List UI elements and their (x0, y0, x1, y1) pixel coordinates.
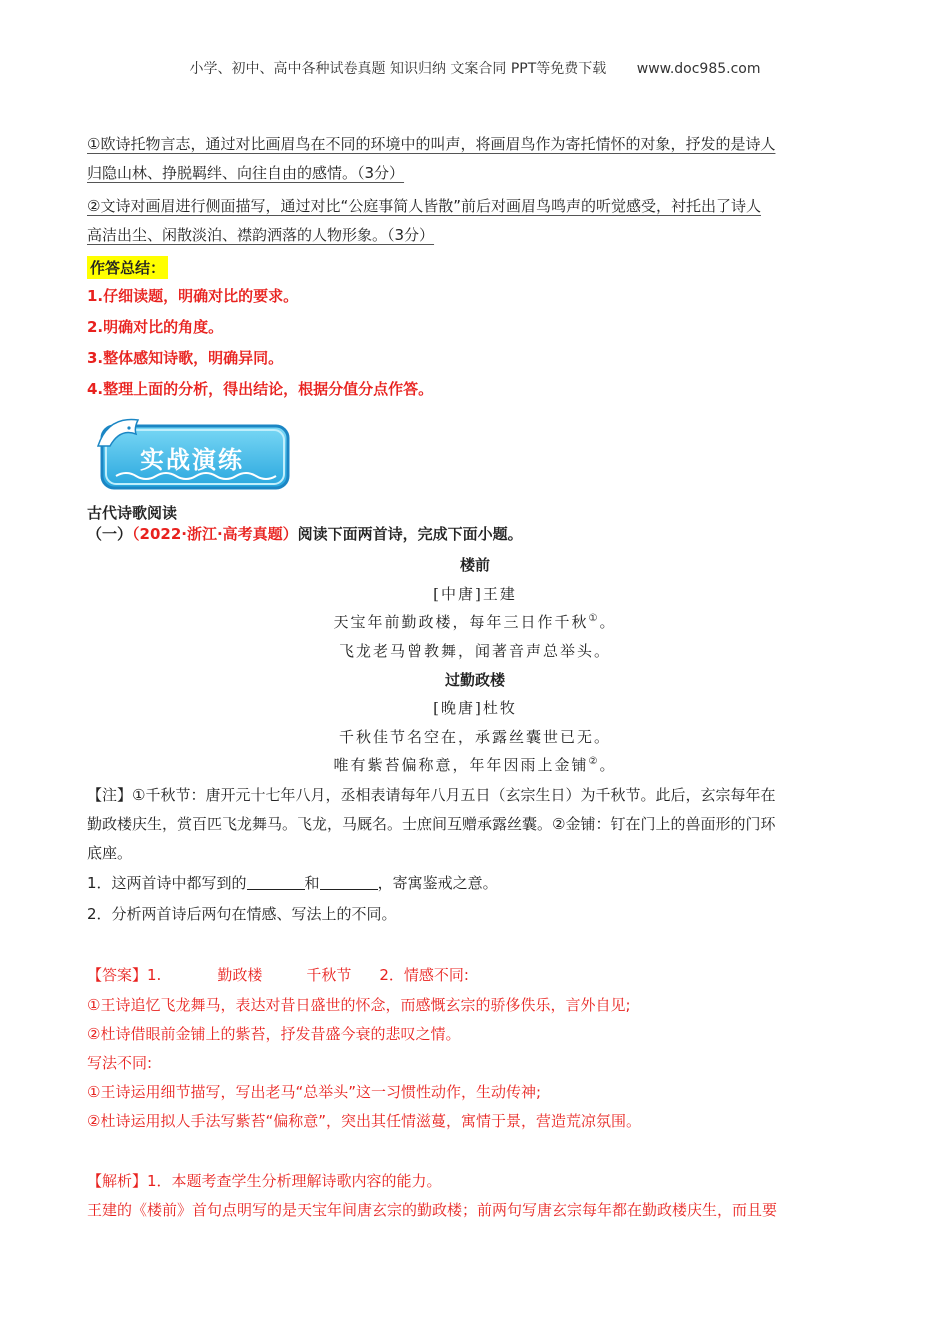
answer-header (87, 964, 862, 985)
header-text: 小学、初中、高中各种试卷真题 知识归纳 文案合同 PPT等免费下载 (189, 61, 607, 77)
poem-2-author: [晚唐]杜牧 (433, 699, 517, 717)
summary-title: 作答总结： (87, 256, 168, 279)
question-2: 2．分析两首诗后两句在情感、写法上的不同。 (87, 905, 397, 923)
analysis-line-1 (87, 1170, 862, 1191)
poem-1-title: 楼前 (459, 556, 490, 574)
prev-answer-2-line2: 高洁出尘、闲散淡泊、襟韵洒落的人物形象。（3分） (87, 226, 435, 244)
question-instruction: 阅读下面两首诗，完成下面小题。 (297, 525, 523, 543)
badge-label: 实战演练 (140, 446, 244, 474)
prev-answer-1-line2: 归隐山林、挣脱羁绊、向往自由的感情。（3分） (87, 164, 405, 182)
analysis-label: 【解析】 (87, 1172, 148, 1190)
answer-line-2: ②杜诗借眼前金铺上的紫苔，抒发昔盛今衰的悲叹之情。 (87, 1025, 461, 1043)
answer-line-4: ①王诗运用细节描写，写出老马“总举头”这一习惯性动作，生动传神; (87, 1083, 542, 1101)
answer-label: 【答案】1. (87, 966, 162, 984)
analysis-text-1: 1．本题考查学生分析理解诗歌内容的能力。 (147, 1172, 442, 1190)
prev-answer-1-line1: ①欧诗托物言志，通过对比画眉鸟在不同的环境中的叫声，将画眉鸟作为寄托情怀的对象，抒发的是诗人 (87, 135, 776, 153)
question-1-part-b: 和 (304, 874, 320, 892)
practice-badge (96, 410, 292, 494)
poem-1-line-1-text: 天宝年前勤政楼，每年三日作千秋 (333, 613, 589, 631)
note-line-3: 底座。 (87, 844, 133, 862)
question-1 (87, 872, 862, 893)
note-mark-1: ① (588, 613, 600, 624)
summary-item-2: 2.明确对比的角度。 (87, 318, 224, 336)
poem-1-line-2: 飞龙老马曾教舞，闻著音声总举头。 (338, 642, 611, 660)
poem-2-line-2 (0, 754, 950, 775)
blank-2[interactable] (320, 875, 378, 890)
poem-1-author: [中唐]王建 (433, 585, 517, 603)
answer-1b: 千秋节 (306, 966, 352, 984)
section-title: 古代诗歌阅读 (87, 504, 178, 522)
answer-1a: 勤政楼 (217, 966, 263, 984)
poem-2-title: 过勤政楼 (444, 671, 505, 689)
poem-2-line-1: 千秋佳节名空在，承露丝囊世已无。 (338, 728, 611, 746)
prev-answer-2-line1: ②文诗对画眉进行侧面描写，通过对比“公庭事简人皆散”前后对画眉鸟鸣声的听觉感受，衬托出了诗人 (87, 197, 761, 215)
summary-item-4: 4.整理上面的分析，得出结论，根据分值分点作答。 (87, 380, 434, 398)
question-1-part-c: ，寄寓鉴戒之意。 (377, 874, 498, 892)
poem-2-line-2-punct: 。 (599, 756, 617, 774)
poem-1-line-1 (0, 611, 950, 632)
question-intro (87, 523, 862, 544)
question-source: （2022·浙江·高考真题） (132, 525, 298, 543)
poem-2-line-2-text: 唯有紫苔偏称意，年年因雨上金铺 (333, 756, 589, 774)
blank-1[interactable] (247, 875, 305, 890)
analysis-line-2: 王建的《楼前》首句点明写的是天宝年间唐玄宗的勤政楼；前两句写唐玄宗每年都在勤政楼庆生，而且要 (87, 1201, 778, 1219)
note-line-2: 勤政楼庆生，赏百匹飞龙舞马。飞龙，马厩名。士庶间互赠承露丝囊。②金铺：钉在门上的兽面形的门环 (87, 815, 776, 833)
answer-2-label: 2．情感不同: (379, 966, 469, 984)
summary-item-3: 3.整体感知诗歌，明确异同。 (87, 349, 284, 367)
summary-item-1: 1.仔细读题，明确对比的要求。 (87, 287, 299, 305)
answer-line-3: 写法不同: (87, 1054, 153, 1072)
answer-line-5: ②杜诗运用拟人手法写紫苔“偏称意”，突出其任情滋蔓，寓情于景，营造荒凉氛围。 (87, 1112, 641, 1130)
question-1-part-a: 1．这两首诗中都写到的 (87, 874, 247, 892)
page-header (0, 58, 950, 78)
note-line-1: 【注】①千秋节：唐开元十七年八月，丞相表请每年八月五日（玄宗生日）为千秋节。此后，玄宗每年在 (87, 786, 776, 804)
question-prefix: （一） (87, 525, 133, 543)
answer-line-1: ①王诗追忆飞龙舞马，表达对昔日盛世的怀念，而感慨玄宗的骄侈佚乐，言外自见; (87, 996, 631, 1014)
poem-1-line-1-punct: 。 (599, 613, 617, 631)
header-site-link[interactable]: www.doc985.com (636, 61, 761, 77)
note-mark-2: ② (588, 756, 600, 767)
